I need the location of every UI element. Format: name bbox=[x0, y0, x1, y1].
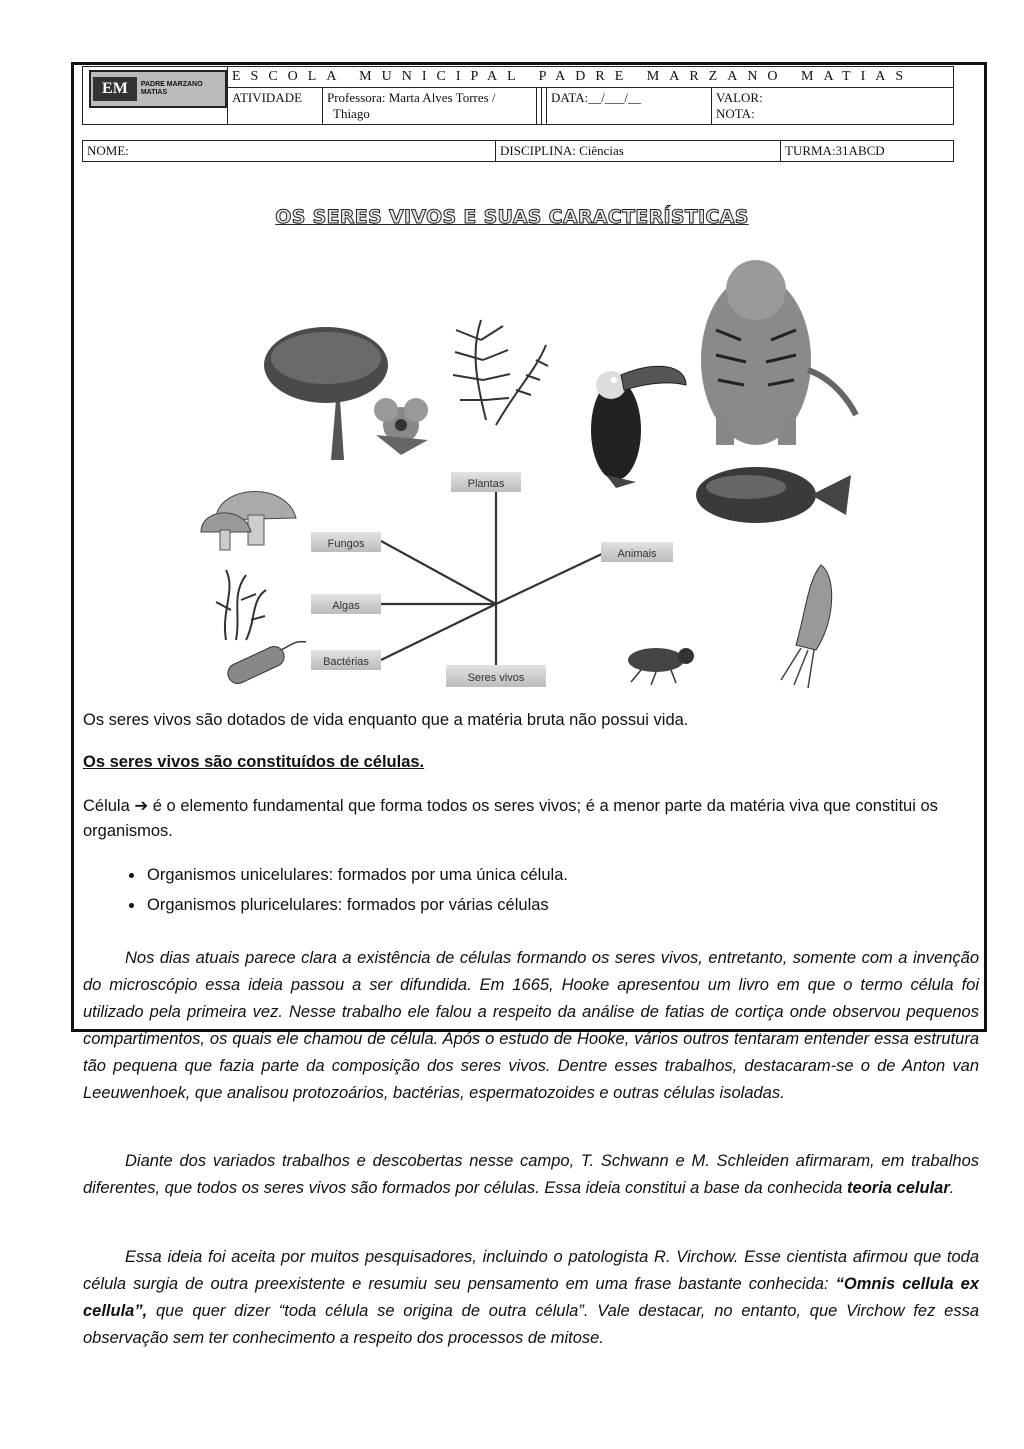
page-title: OS SERES VIVOS E SUAS CARACTERÍSTICAS bbox=[275, 206, 749, 228]
professora-name2: Thiago bbox=[333, 106, 370, 121]
professora-label: Professora: Marta Alves Torres / bbox=[327, 90, 496, 105]
diagram-lines bbox=[381, 490, 606, 670]
tree-illustration bbox=[264, 327, 388, 460]
label-animais bbox=[601, 542, 673, 562]
list-item: • Organismos pluricelulares: formados por várias células bbox=[145, 890, 568, 920]
list-item: • Organismos unicelulares: formados por uma única célula. bbox=[145, 860, 568, 890]
para3-text-a: Essa ideia foi aceita por muitos pesquisadores, incluindo o patologista R. Virchow. Esse cientista afirmou que toda célula surgia de outra preexistente e resumiu seu pensamento em uma frase bastante conhecida: bbox=[83, 1248, 979, 1293]
school-logo bbox=[89, 70, 227, 108]
label-plantas-text: Plantas bbox=[467, 478, 505, 490]
label-seres-vivos-text: Seres vivos bbox=[467, 672, 525, 684]
algae-illustration bbox=[216, 570, 266, 640]
para2-text-c: . bbox=[949, 1179, 955, 1197]
header-table-row2 bbox=[82, 140, 954, 162]
professora-cell bbox=[323, 88, 537, 125]
insect-illustration bbox=[628, 648, 694, 685]
school-name: ESCOLA MUNICIPAL PADRE MARZANO MATIAS bbox=[228, 67, 954, 88]
nome-field[interactable]: NOME: bbox=[83, 141, 496, 162]
bacteria-illustration bbox=[225, 642, 306, 687]
paragraph-history: Nos dias atuais parece clara a existência de células formando os seres vivos, entretanto, somente com a invenção do microscópio essa ideia passou a ser difundida. Em 1665, Hooke apresentou um livro em que o termo célula foi utilizado pela primeira vez. Nesse trabalho ele falou a respeito da análise de fatias de cortiça onde observou pequenos compartimentos, os quais ele chamou de célula. Após o estudo de Hooke, vários outros tentaram entender essa estrutura tão pequena que fazia parte da composição dos seres vivos. Dentre esses trabalhos, destacaram-se o de Anton van Leeuwenhoek, que analisou protozoários, bactérias, espermatozoides e outras células isoladas. bbox=[83, 949, 979, 1102]
flower-illustration bbox=[374, 398, 428, 455]
data-field[interactable]: DATA:__/___/__ bbox=[547, 88, 712, 125]
para3-text-c: que quer dizer “toda célula se origina de outra célula”. Vale destacar, no entanto, que Virchow fez essa observação sem ter conhecimento a respeito dos processos de mitose. bbox=[83, 1302, 979, 1347]
paragraph-virchow bbox=[83, 1244, 979, 1352]
cells-heading: Os seres vivos são constituídos de células. bbox=[83, 753, 425, 771]
logo-text: PADRE MARZANO MATIAS bbox=[140, 81, 203, 96]
logo-mark: EM bbox=[93, 77, 137, 101]
para2-text-a: Diante dos variados trabalhos e descobertas nesse campo, T. Schwann e M. Schleiden afirmaram, em trabalhos diferentes, que todos os seres vivos são formados por células. Essa ideia constitui a base da conhecida bbox=[83, 1152, 979, 1197]
valor-label: VALOR: bbox=[716, 90, 763, 105]
intro-text: Os seres vivos são dotados de vida enquanto que a matéria bruta não possui vida. bbox=[83, 711, 689, 729]
mushroom-illustration bbox=[201, 492, 296, 550]
celula-def: é o elemento fundamental que forma todos os seres vivos; é a menor parte da matéria viva que constitui os organismos. bbox=[83, 797, 938, 840]
turma-label: TURMA:31ABCD bbox=[781, 141, 954, 162]
label-bacterias-text: Bactérias bbox=[323, 656, 369, 668]
fish-illustration bbox=[696, 467, 851, 523]
label-fungos-text: Fungos bbox=[327, 538, 365, 550]
omnis-cellula: “Omnis cellula ex cellula”, bbox=[83, 1275, 980, 1320]
atividade-label: ATIVIDADE bbox=[228, 88, 323, 125]
cell-definition bbox=[83, 794, 979, 844]
logo-cell bbox=[83, 67, 228, 125]
tiger-illustration bbox=[701, 260, 856, 445]
disciplina-label: DISCIPLINA: Ciências bbox=[496, 141, 781, 162]
label-algas-text: Algas bbox=[332, 600, 360, 612]
label-fungos bbox=[311, 532, 381, 552]
nota-label: NOTA: bbox=[716, 106, 755, 121]
label-plantas bbox=[451, 472, 521, 492]
label-algas bbox=[311, 594, 381, 614]
label-seres-vivos bbox=[446, 665, 546, 687]
toucan-illustration bbox=[591, 366, 686, 488]
label-animais-text: Animais bbox=[617, 548, 657, 560]
valor-nota-cell bbox=[712, 88, 954, 125]
header-table bbox=[82, 66, 954, 125]
arrow-icon: ➔ bbox=[134, 797, 149, 815]
celula-label: Célula bbox=[83, 797, 130, 815]
teoria-celular: teoria celular bbox=[847, 1179, 950, 1197]
fern-illustration bbox=[453, 320, 548, 425]
squid-illustration bbox=[781, 565, 832, 688]
label-bacterias bbox=[311, 650, 381, 670]
paragraph-cell-theory bbox=[83, 1148, 979, 1202]
living-beings-diagram bbox=[196, 250, 876, 695]
organism-list bbox=[83, 860, 568, 920]
